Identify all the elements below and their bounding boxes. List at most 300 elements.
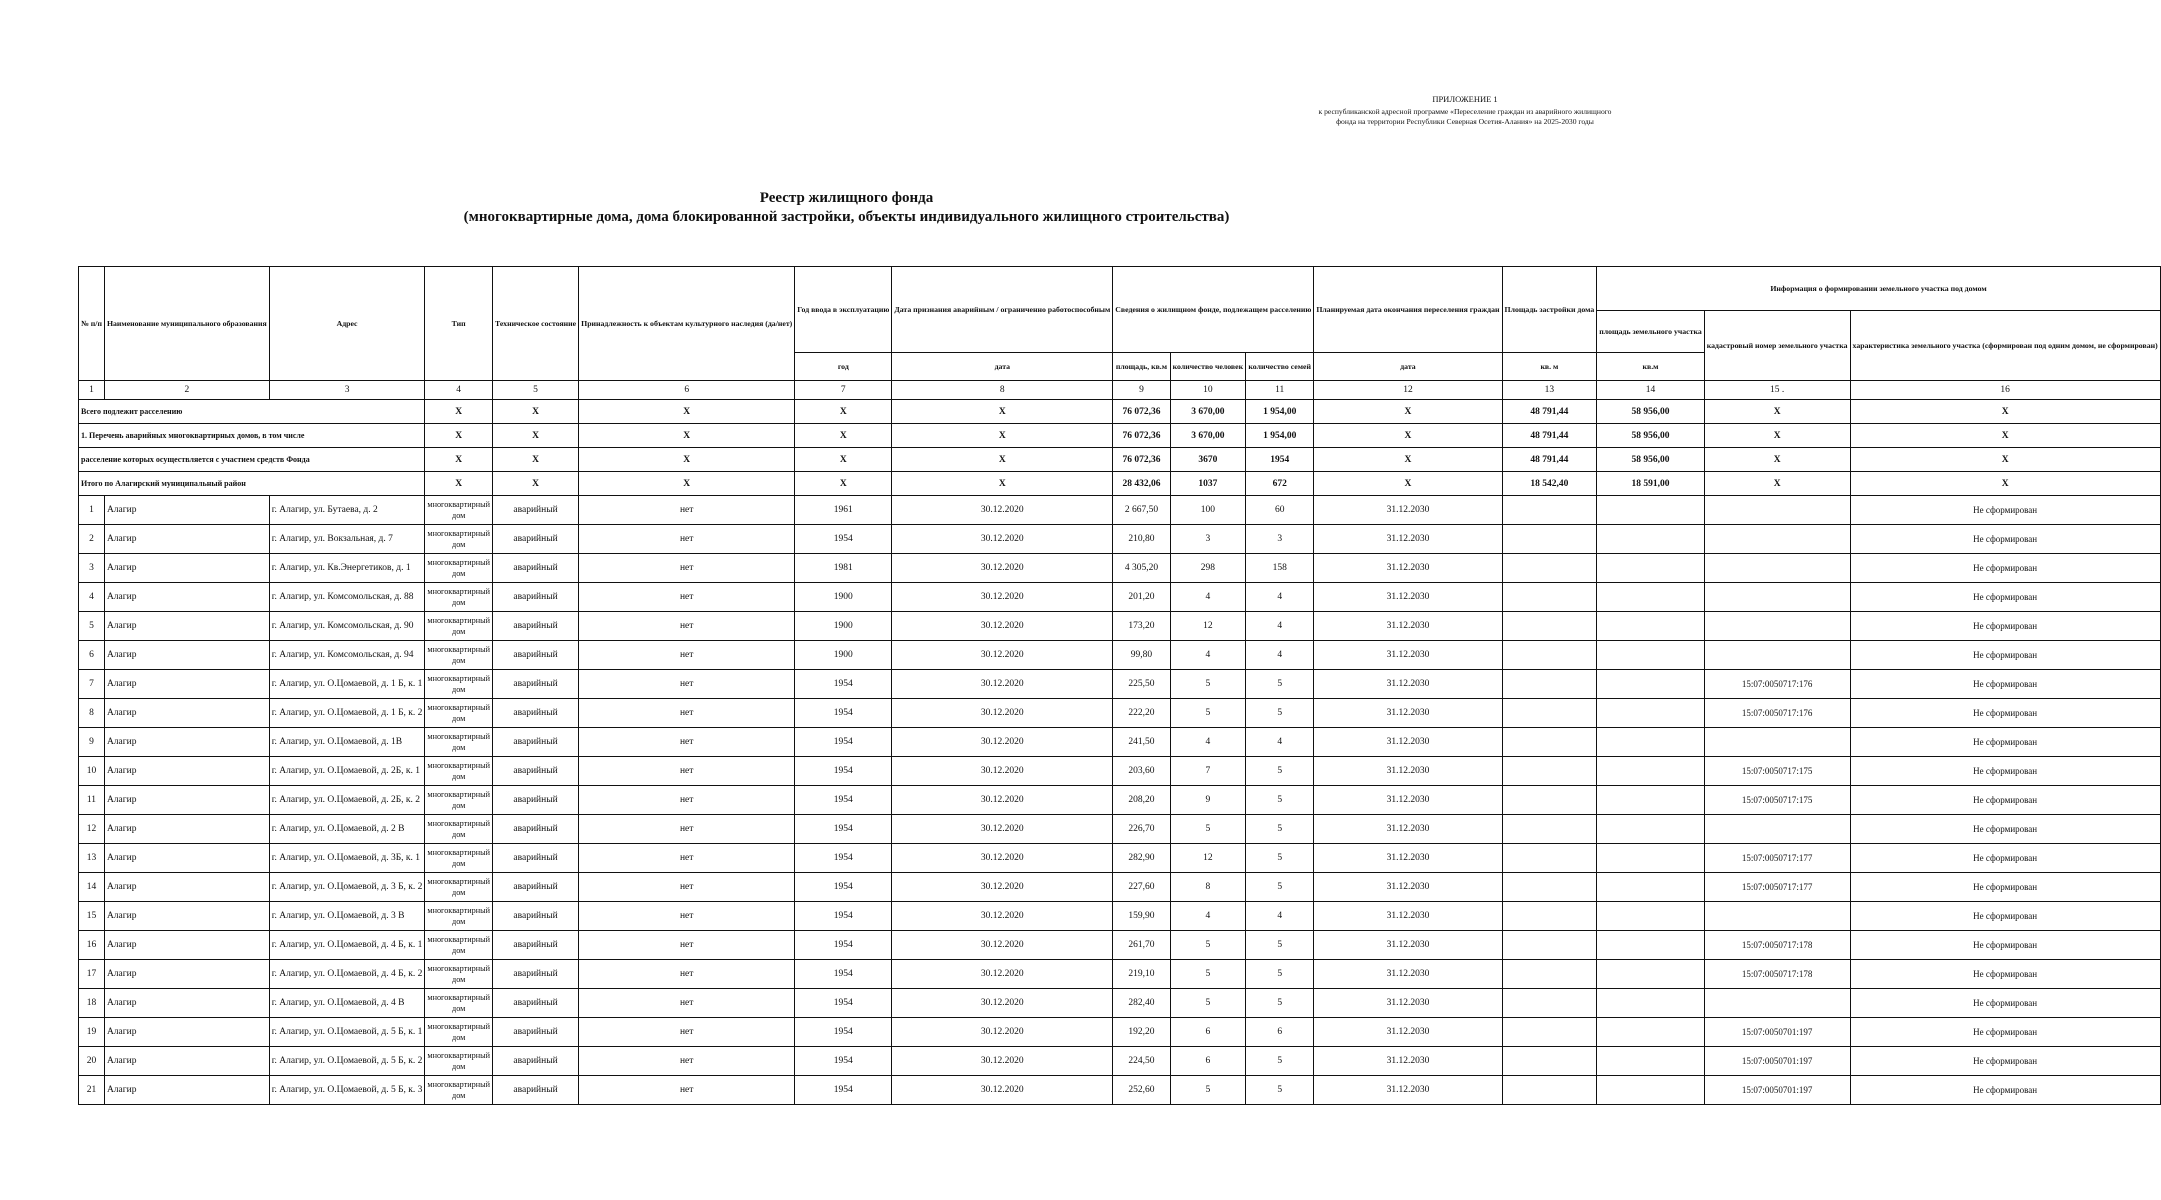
row-emergency-date: 30.12.2020 — [892, 1076, 1113, 1105]
row-type: многоквартирный дом — [425, 641, 493, 670]
row-number: 5 — [79, 612, 105, 641]
row-type: многоквартирный дом — [425, 583, 493, 612]
row-number: 15 — [79, 902, 105, 931]
summary-area: 76 072,36 — [1113, 448, 1170, 472]
row-land-char: Не сформирован — [1850, 1076, 2160, 1105]
row-cadastral — [1704, 728, 1850, 757]
table-row — [79, 583, 2161, 612]
summary-x: X — [1704, 424, 1850, 448]
row-families: 5 — [1246, 786, 1314, 815]
row-address: г. Алагир, ул. О.Цомаевой, д. 4 В — [269, 989, 425, 1018]
row-heritage: нет — [579, 960, 795, 989]
row-cadastral: 15:07:0050701:197 — [1704, 1018, 1850, 1047]
row-year: 1954 — [795, 873, 892, 902]
row-people: 4 — [1170, 641, 1245, 670]
table-row — [79, 1018, 2161, 1047]
row-cadastral: 15:07:0050701:197 — [1704, 1047, 1850, 1076]
row-heritage: нет — [579, 1018, 795, 1047]
row-emergency-date: 30.12.2020 — [892, 699, 1113, 728]
row-year: 1954 — [795, 1018, 892, 1047]
row-address: г. Алагир, ул. Комсомольская, д. 90 — [269, 612, 425, 641]
row-tech-state: аварийный — [492, 873, 578, 902]
row-address: г. Алагир, ул. О.Цомаевой, д. 1 Б, к. 2 — [269, 699, 425, 728]
row-families: 5 — [1246, 1076, 1314, 1105]
row-address: г. Алагир, ул. О.Цомаевой, д. 5 Б, к. 1 — [269, 1018, 425, 1047]
row-type: многоквартирный дом — [425, 1076, 493, 1105]
row-build-area — [1502, 670, 1597, 699]
column-numbers-row — [79, 381, 2161, 400]
summary-row — [79, 448, 2161, 472]
row-people: 9 — [1170, 786, 1245, 815]
row-tech-state: аварийный — [492, 757, 578, 786]
row-number: 9 — [79, 728, 105, 757]
row-number: 8 — [79, 699, 105, 728]
row-land-char: Не сформирован — [1850, 960, 2160, 989]
row-cadastral — [1704, 554, 1850, 583]
row-tech-state: аварийный — [492, 670, 578, 699]
row-year: 1954 — [795, 670, 892, 699]
row-cadastral: 15:07:0050717:176 — [1704, 670, 1850, 699]
table-row — [79, 989, 2161, 1018]
header-heritage: Принадлежность к объектам культурного наследия (да/нет) — [579, 267, 795, 381]
summary-people: 3 670,00 — [1170, 424, 1245, 448]
row-families: 6 — [1246, 1018, 1314, 1047]
row-land-area — [1597, 989, 1704, 1018]
row-year: 1961 — [795, 496, 892, 525]
row-heritage: нет — [579, 554, 795, 583]
row-families: 158 — [1246, 554, 1314, 583]
row-area: 4 305,20 — [1113, 554, 1170, 583]
row-planned-end: 31.12.2030 — [1314, 902, 1502, 931]
row-planned-end: 31.12.2030 — [1314, 844, 1502, 873]
row-emergency-date: 30.12.2020 — [892, 641, 1113, 670]
row-tech-state: аварийный — [492, 844, 578, 873]
summary-build-area: 48 791,44 — [1502, 424, 1597, 448]
row-year: 1900 — [795, 641, 892, 670]
summary-build-area: 18 542,40 — [1502, 472, 1597, 496]
row-land-char: Не сформирован — [1850, 1047, 2160, 1076]
row-heritage: нет — [579, 612, 795, 641]
summary-build-area: 48 791,44 — [1502, 400, 1597, 424]
summary-x: X — [492, 448, 578, 472]
row-number: 10 — [79, 757, 105, 786]
row-number: 14 — [79, 873, 105, 902]
row-number: 7 — [79, 670, 105, 699]
row-heritage: нет — [579, 902, 795, 931]
row-tech-state: аварийный — [492, 699, 578, 728]
summary-label: расселение которых осуществляется с участием средств Фонда — [79, 448, 425, 472]
row-tech-state: аварийный — [492, 902, 578, 931]
row-families: 4 — [1246, 612, 1314, 641]
row-emergency-date: 30.12.2020 — [892, 525, 1113, 554]
row-land-area — [1597, 641, 1704, 670]
row-municipality: Алагир — [104, 1047, 269, 1076]
row-area: 201,20 — [1113, 583, 1170, 612]
row-cadastral — [1704, 641, 1850, 670]
row-families: 4 — [1246, 641, 1314, 670]
row-heritage: нет — [579, 757, 795, 786]
row-planned-end: 31.12.2030 — [1314, 757, 1502, 786]
row-families: 3 — [1246, 525, 1314, 554]
row-heritage: нет — [579, 496, 795, 525]
row-type: многоквартирный дом — [425, 960, 493, 989]
row-families: 5 — [1246, 989, 1314, 1018]
row-type: многоквартирный дом — [425, 612, 493, 641]
summary-families: 1 954,00 — [1246, 424, 1314, 448]
appendix-title: ПРИЛОЖЕНИЕ 1 — [1432, 94, 1498, 104]
row-planned-end: 31.12.2030 — [1314, 873, 1502, 902]
row-heritage: нет — [579, 583, 795, 612]
summary-area: 76 072,36 — [1113, 400, 1170, 424]
row-area: 222,20 — [1113, 699, 1170, 728]
row-number: 4 — [79, 583, 105, 612]
row-planned-end: 31.12.2030 — [1314, 786, 1502, 815]
row-year: 1954 — [795, 989, 892, 1018]
row-families: 5 — [1246, 757, 1314, 786]
row-address: г. Алагир, ул. Вокзальная, д. 7 — [269, 525, 425, 554]
row-families: 5 — [1246, 931, 1314, 960]
row-number: 2 — [79, 525, 105, 554]
row-year: 1900 — [795, 583, 892, 612]
row-build-area — [1502, 960, 1597, 989]
row-people: 4 — [1170, 583, 1245, 612]
row-area: 2 667,50 — [1113, 496, 1170, 525]
col-number: 15 . — [1704, 381, 1850, 400]
row-emergency-date: 30.12.2020 — [892, 670, 1113, 699]
summary-x: X — [425, 448, 493, 472]
row-address: г. Алагир, ул. О.Цомаевой, д. 5 Б, к. 2 — [269, 1047, 425, 1076]
row-area: 219,10 — [1113, 960, 1170, 989]
row-municipality: Алагир — [104, 554, 269, 583]
row-tech-state: аварийный — [492, 554, 578, 583]
row-area: 208,20 — [1113, 786, 1170, 815]
row-land-area — [1597, 1047, 1704, 1076]
row-type: многоквартирный дом — [425, 525, 493, 554]
row-municipality: Алагир — [104, 728, 269, 757]
row-planned-end: 31.12.2030 — [1314, 641, 1502, 670]
table-row — [79, 815, 2161, 844]
table-row — [79, 1076, 2161, 1105]
row-emergency-date: 30.12.2020 — [892, 960, 1113, 989]
row-build-area — [1502, 873, 1597, 902]
row-planned-end: 31.12.2030 — [1314, 554, 1502, 583]
summary-land-area: 58 956,00 — [1597, 424, 1704, 448]
row-area: 227,60 — [1113, 873, 1170, 902]
table-row — [79, 728, 2161, 757]
row-type: многоквартирный дом — [425, 815, 493, 844]
table-row — [79, 641, 2161, 670]
summary-area: 28 432,06 — [1113, 472, 1170, 496]
row-build-area — [1502, 525, 1597, 554]
row-land-area — [1597, 902, 1704, 931]
row-area: 261,70 — [1113, 931, 1170, 960]
header-housing-info: Сведения о жилищном фонде, подлежащем расселению — [1113, 267, 1314, 353]
row-municipality: Алагир — [104, 699, 269, 728]
row-area: 224,50 — [1113, 1047, 1170, 1076]
summary-families: 672 — [1246, 472, 1314, 496]
row-land-char: Не сформирован — [1850, 583, 2160, 612]
row-municipality: Алагир — [104, 757, 269, 786]
summary-x: X — [892, 400, 1113, 424]
row-land-char: Не сформирован — [1850, 989, 2160, 1018]
row-tech-state: аварийный — [492, 989, 578, 1018]
row-people: 4 — [1170, 902, 1245, 931]
row-people: 5 — [1170, 670, 1245, 699]
row-type: многоквартирный дом — [425, 786, 493, 815]
row-build-area — [1502, 815, 1597, 844]
header-build-area: Площадь застройки дома — [1502, 267, 1597, 353]
row-families: 5 — [1246, 960, 1314, 989]
table-row — [79, 931, 2161, 960]
row-land-char: Не сформирован — [1850, 757, 2160, 786]
row-people: 12 — [1170, 612, 1245, 641]
summary-land-area: 58 956,00 — [1597, 400, 1704, 424]
row-cadastral: 15:07:0050717:178 — [1704, 960, 1850, 989]
row-build-area — [1502, 641, 1597, 670]
summary-x: X — [1314, 472, 1502, 496]
row-people: 5 — [1170, 960, 1245, 989]
row-number: 20 — [79, 1047, 105, 1076]
col-number: 1 — [79, 381, 105, 400]
row-people: 6 — [1170, 1018, 1245, 1047]
header-type: Тип — [425, 267, 493, 381]
row-families: 5 — [1246, 873, 1314, 902]
row-number: 19 — [79, 1018, 105, 1047]
summary-x: X — [579, 472, 795, 496]
row-address: г. Алагир, ул. О.Цомаевой, д. 2Б, к. 1 — [269, 757, 425, 786]
row-build-area — [1502, 554, 1597, 583]
header-num: № п/п — [79, 267, 105, 381]
row-address: г. Алагир, ул. О.Цомаевой, д. 3 В — [269, 902, 425, 931]
table-row — [79, 757, 2161, 786]
row-cadastral: 15:07:0050701:197 — [1704, 1076, 1850, 1105]
row-cadastral: 15:07:0050717:177 — [1704, 873, 1850, 902]
row-heritage: нет — [579, 525, 795, 554]
row-build-area — [1502, 583, 1597, 612]
row-year: 1954 — [795, 844, 892, 873]
summary-label: 1. Перечень аварийных многоквартирных домов, в том числе — [79, 424, 425, 448]
document-title — [0, 189, 1693, 227]
row-people: 298 — [1170, 554, 1245, 583]
row-area: 241,50 — [1113, 728, 1170, 757]
row-land-area — [1597, 844, 1704, 873]
row-build-area — [1502, 1047, 1597, 1076]
row-build-area — [1502, 699, 1597, 728]
table-row — [79, 699, 2161, 728]
row-heritage: нет — [579, 1047, 795, 1076]
table-row — [79, 844, 2161, 873]
row-people: 3 — [1170, 525, 1245, 554]
row-address: г. Алагир, ул. О.Цомаевой, д. 3Б, к. 1 — [269, 844, 425, 873]
row-municipality: Алагир — [104, 670, 269, 699]
row-people: 5 — [1170, 931, 1245, 960]
summary-x: X — [579, 424, 795, 448]
summary-x: X — [1314, 400, 1502, 424]
summary-x: X — [1314, 424, 1502, 448]
row-area: 210,80 — [1113, 525, 1170, 554]
title-line-1: Реестр жилищного фонда — [759, 190, 934, 206]
row-tech-state: аварийный — [492, 525, 578, 554]
row-area: 282,90 — [1113, 844, 1170, 873]
row-people: 7 — [1170, 757, 1245, 786]
row-land-area — [1597, 1076, 1704, 1105]
col-number: 13 — [1502, 381, 1597, 400]
table-row — [79, 525, 2161, 554]
row-land-area — [1597, 786, 1704, 815]
row-cadastral: 15:07:0050717:176 — [1704, 699, 1850, 728]
row-number: 3 — [79, 554, 105, 583]
row-land-area — [1597, 554, 1704, 583]
summary-area: 76 072,36 — [1113, 424, 1170, 448]
row-emergency-date: 30.12.2020 — [892, 844, 1113, 873]
row-families: 5 — [1246, 699, 1314, 728]
row-planned-end: 31.12.2030 — [1314, 1076, 1502, 1105]
row-address: г. Алагир, ул. О.Цомаевой, д. 1В — [269, 728, 425, 757]
row-year: 1954 — [795, 525, 892, 554]
row-land-area — [1597, 757, 1704, 786]
header-land-area: площадь земельного участка — [1597, 311, 1704, 353]
summary-land-area: 58 956,00 — [1597, 448, 1704, 472]
row-cadastral — [1704, 989, 1850, 1018]
row-type: многоквартирный дом — [425, 989, 493, 1018]
row-emergency-date: 30.12.2020 — [892, 931, 1113, 960]
row-tech-state: аварийный — [492, 728, 578, 757]
summary-label: Итого по Алагирский муниципальный район — [79, 472, 425, 496]
summary-x: X — [1314, 448, 1502, 472]
row-people: 5 — [1170, 1076, 1245, 1105]
row-area: 226,70 — [1113, 815, 1170, 844]
title-line-2: (многоквартирные дома, дома блокированной застройки, объекты индивидуального жилищного строительства) — [463, 209, 1230, 225]
summary-label: Всего подлежит расселению — [79, 400, 425, 424]
row-emergency-date: 30.12.2020 — [892, 612, 1113, 641]
row-year: 1954 — [795, 815, 892, 844]
row-families: 5 — [1246, 1047, 1314, 1076]
row-year: 1954 — [795, 902, 892, 931]
summary-x: X — [795, 472, 892, 496]
row-land-char: Не сформирован — [1850, 496, 2160, 525]
row-land-char: Не сформирован — [1850, 844, 2160, 873]
row-year: 1954 — [795, 1076, 892, 1105]
col-number: 9 — [1113, 381, 1170, 400]
row-families: 5 — [1246, 844, 1314, 873]
row-municipality: Алагир — [104, 815, 269, 844]
header-unit-date: дата — [892, 353, 1113, 381]
row-families: 5 — [1246, 815, 1314, 844]
row-land-area — [1597, 699, 1704, 728]
row-families: 4 — [1246, 902, 1314, 931]
header-emergency-date: Дата признания аварийным / ограниченно работоспособным — [892, 267, 1113, 353]
header-people: количество человек — [1170, 353, 1245, 381]
row-planned-end: 31.12.2030 — [1314, 1018, 1502, 1047]
row-land-char: Не сформирован — [1850, 815, 2160, 844]
housing-registry-table — [78, 266, 2161, 1105]
header-planned-end: Планируемая дата окончания переселения граждан — [1314, 267, 1502, 353]
row-type: многоквартирный дом — [425, 931, 493, 960]
row-number: 21 — [79, 1076, 105, 1105]
col-number: 8 — [892, 381, 1113, 400]
row-cadastral — [1704, 815, 1850, 844]
row-type: многоквартирный дом — [425, 670, 493, 699]
header-municipality: Наименование муниципального образования — [104, 267, 269, 381]
header-families: количество семей — [1246, 353, 1314, 381]
row-families: 60 — [1246, 496, 1314, 525]
row-address: г. Алагир, ул. О.Цомаевой, д. 1 Б, к. 1 — [269, 670, 425, 699]
row-build-area — [1502, 931, 1597, 960]
row-municipality: Алагир — [104, 1076, 269, 1105]
row-municipality: Алагир — [104, 931, 269, 960]
header-year: Год ввода в эксплуатацию — [795, 267, 892, 353]
row-address: г. Алагир, ул. О.Цомаевой, д. 5 Б, к. 3 — [269, 1076, 425, 1105]
row-number: 16 — [79, 931, 105, 960]
row-address: г. Алагир, ул. Кв.Энергетиков, д. 1 — [269, 554, 425, 583]
row-municipality: Алагир — [104, 786, 269, 815]
row-emergency-date: 30.12.2020 — [892, 989, 1113, 1018]
summary-x: X — [579, 400, 795, 424]
row-number: 18 — [79, 989, 105, 1018]
row-cadastral: 15:07:0050717:175 — [1704, 786, 1850, 815]
row-people: 5 — [1170, 989, 1245, 1018]
row-planned-end: 31.12.2030 — [1314, 931, 1502, 960]
summary-x: X — [1850, 472, 2160, 496]
row-planned-end: 31.12.2030 — [1314, 496, 1502, 525]
row-tech-state: аварийный — [492, 786, 578, 815]
header-address: Адрес — [269, 267, 425, 381]
summary-x: X — [425, 472, 493, 496]
header-unit-end-date: дата — [1314, 353, 1502, 381]
row-emergency-date: 30.12.2020 — [892, 902, 1113, 931]
table-row — [79, 1047, 2161, 1076]
row-municipality: Алагир — [104, 583, 269, 612]
summary-row — [79, 400, 2161, 424]
row-year: 1954 — [795, 960, 892, 989]
summary-row — [79, 472, 2161, 496]
summary-x: X — [425, 400, 493, 424]
row-number: 12 — [79, 815, 105, 844]
row-heritage: нет — [579, 728, 795, 757]
row-families: 5 — [1246, 670, 1314, 699]
row-municipality: Алагир — [104, 844, 269, 873]
row-land-area — [1597, 583, 1704, 612]
summary-x: X — [1850, 448, 2160, 472]
row-area: 159,90 — [1113, 902, 1170, 931]
row-area: 192,20 — [1113, 1018, 1170, 1047]
row-land-area — [1597, 1018, 1704, 1047]
row-cadastral: 15:07:0050717:178 — [1704, 931, 1850, 960]
row-build-area — [1502, 786, 1597, 815]
row-land-char: Не сформирован — [1850, 612, 2160, 641]
summary-x: X — [492, 472, 578, 496]
row-emergency-date: 30.12.2020 — [892, 554, 1113, 583]
row-municipality: Алагир — [104, 873, 269, 902]
row-year: 1954 — [795, 931, 892, 960]
row-planned-end: 31.12.2030 — [1314, 989, 1502, 1018]
row-number: 11 — [79, 786, 105, 815]
row-build-area — [1502, 612, 1597, 641]
row-people: 100 — [1170, 496, 1245, 525]
row-land-char: Не сформирован — [1850, 699, 2160, 728]
row-tech-state: аварийный — [492, 1018, 578, 1047]
row-land-area — [1597, 728, 1704, 757]
summary-x: X — [492, 424, 578, 448]
row-tech-state: аварийный — [492, 931, 578, 960]
row-tech-state: аварийный — [492, 641, 578, 670]
row-build-area — [1502, 728, 1597, 757]
summary-x: X — [892, 448, 1113, 472]
summary-land-area: 18 591,00 — [1597, 472, 1704, 496]
row-year: 1954 — [795, 728, 892, 757]
header-unit-land: кв.м — [1597, 353, 1704, 381]
row-planned-end: 31.12.2030 — [1314, 583, 1502, 612]
